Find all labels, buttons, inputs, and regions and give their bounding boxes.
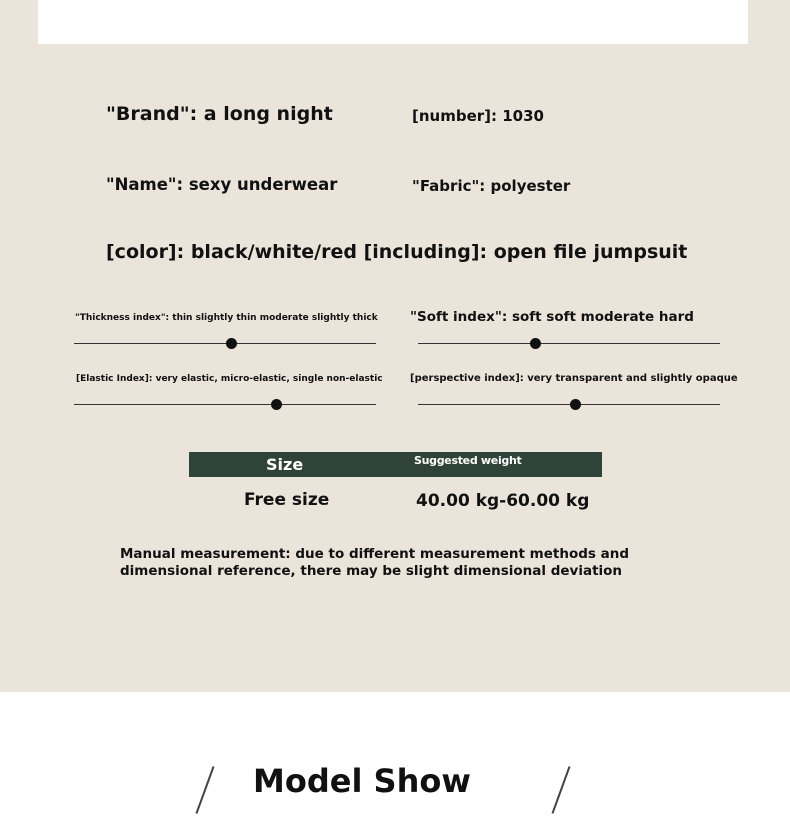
elastic-index-scale: [74, 404, 376, 405]
section-title: Model Show: [253, 762, 471, 800]
fabric-spec: "Fabric": polyester: [412, 177, 571, 195]
measurement-note: Manual measurement: due to different measurement methods and dimensional reference, there may be slight dimensional deviation: [120, 546, 630, 579]
thickness-index-marker: [226, 338, 237, 349]
name-spec: "Name": sexy underwear: [106, 175, 338, 194]
number-spec: [number]: 1030: [412, 107, 544, 125]
top-white-card: [38, 0, 748, 44]
size-value: Free size: [244, 490, 330, 510]
size-column-header: Size: [266, 455, 304, 474]
thickness-index-label: "Thickness index": thin slightly thin moderate slightly thick: [75, 313, 378, 323]
perspective-index-label: [perspective index]: very transparent and slightly opaque: [410, 373, 738, 384]
left-slash-decoration: [196, 766, 215, 814]
weight-value: 40.00 kg-60.00 kg: [416, 491, 590, 511]
color-spec: [color]: black/white/red [including]: open file jumpsuit: [106, 241, 688, 263]
size-table-header: [189, 452, 602, 477]
perspective-index-marker: [570, 399, 581, 410]
right-slash-decoration: [552, 766, 571, 814]
weight-column-header: Suggested weight: [414, 454, 522, 467]
soft-index-label: "Soft index": soft soft moderate hard: [410, 309, 694, 325]
elastic-index-marker: [271, 399, 282, 410]
brand-spec: "Brand": a long night: [106, 103, 333, 125]
elastic-index-label: [Elastic Index]: very elastic, micro-elastic, single non-elastic: [76, 374, 383, 384]
soft-index-scale: [418, 343, 720, 344]
